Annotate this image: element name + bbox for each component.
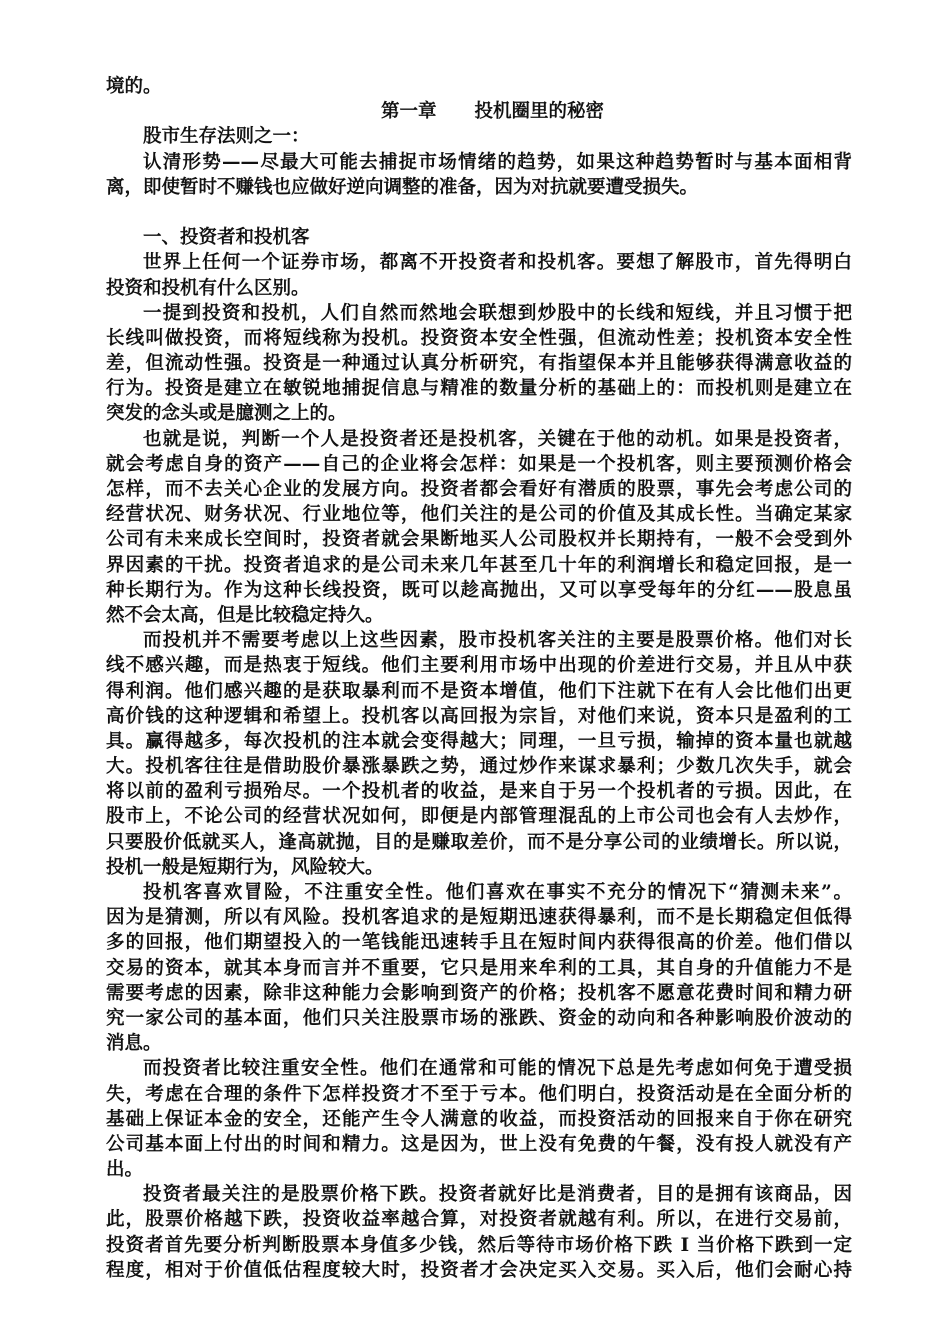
paragraph-line: 交易的资本，就其本身而言并不重要，它只是用来牟利的工具，其自身的升值能力不是 bbox=[106, 957, 852, 979]
paragraph-line: 公司基本面上付出的时间和精力。这是因为，世上没有免费的午餐，没有投人就没有产 bbox=[106, 1133, 852, 1155]
paragraph-line: 只要股价低就买人，逢高就抛，目的是赚取差价，而不是分享公司的业绩增长。所以说， bbox=[106, 831, 852, 853]
paragraph-line: 行为。投资是建立在敏锐地捕捉信息与精准的数量分析的基础上的：而投机则是建立在 bbox=[106, 378, 852, 400]
paragraph-line: 公司有未来成长空间时，投资者就会果断地买人公司股权并长期持有，一般不会受到外 bbox=[106, 529, 852, 551]
paragraph-line: 得利润。他们感兴趣的是获取暴利而不是资本增值，他们下注就下在有人会比他们出更 bbox=[106, 680, 852, 702]
intro-tail: 境的。 bbox=[106, 76, 162, 97]
blank-line bbox=[106, 200, 852, 225]
paragraph-line: 投机一般是短期行为，风险较大。 bbox=[106, 856, 384, 878]
paragraph-line: 种长期行为。作为这种长线投资，既可以趁高抛出，又可以享受每年的分红——股息虽 bbox=[106, 579, 852, 601]
paragraph-line: 就会考虑自身的资产——自己的企业将会怎样：如果是一个投机客，则主要预测价格会 bbox=[106, 453, 852, 475]
section-heading: 一、投资者和投机客 bbox=[143, 227, 310, 249]
chapter-title bbox=[106, 99, 852, 124]
chapter-name: 投机圈里的秘密 bbox=[474, 101, 605, 123]
paragraph-line: 多的回报，他们期望投入的一笔钱能迅速转手且在短时间内获得很高的价差。他们借以 bbox=[106, 932, 852, 954]
paragraph-line: 投资者首先要分析判断股票本身值多少钱，然后等待市场价格下跌 I 当价格下跌到一定 bbox=[106, 1234, 852, 1256]
paragraph-line: 此，股票价格越下跌，投资收益率越合算，对投资者就越有利。所以，在进行交易前， bbox=[106, 1209, 852, 1231]
paragraph-line: 长线叫做投资，而将短线称为投机。投资资本安全性强，但流动性差；投机资本安全性 bbox=[106, 327, 852, 349]
paragraph-line: 究一家公司的基本面，他们只关注股票市场的涨跌、资金的动向和各种影响股价波动的 bbox=[106, 1007, 852, 1029]
paragraph-line: 然不会太高，但是比较稳定持久。 bbox=[106, 604, 384, 626]
paragraph-line: 投机客喜欢冒险，不注重安全性。他们喜欢在事实不充分的情况下“猜测未来”。 bbox=[143, 882, 852, 903]
paragraph-line: 程度，相对于价值低估程度较大时，投资者才会决定买入交易。买入后，他们会耐心持 bbox=[106, 1259, 852, 1281]
paragraph-line: 而投资者比较注重安全性。他们在通常和可能的情况下总是先考虑如何免于遭受损 bbox=[143, 1058, 852, 1080]
paragraph-line: 投资者最关注的是股票价格下跌。投资者就好比是消费者，目的是拥有该商品，因 bbox=[143, 1184, 852, 1206]
paragraph-line: 出。 bbox=[106, 1159, 144, 1181]
paragraph-line: 而投机并不需要考虑以上这些因素，股市投机客关注的主要是股票价格。他们对长 bbox=[143, 630, 852, 652]
paragraph-line: 高价钱的这种逻辑和希望上。投机客以高回报为宗旨，对他们来说，资本只是盈利的工 bbox=[106, 705, 852, 727]
document-page bbox=[106, 74, 852, 1283]
paragraph-line: 突发的念头或是臆测之上的。 bbox=[106, 403, 347, 425]
paragraph-line: 投资和投机有什么区别。 bbox=[106, 277, 310, 299]
paragraph-line: 怎样，而不去关心企业的发展方向。投资者都会看好有潜质的股票，事先会考虑公司的 bbox=[106, 479, 852, 500]
paragraph-line: 世界上任何一个证券市场，都离不开投资者和投机客。要想了解股市，首先得明白 bbox=[143, 252, 852, 274]
paragraph-line: 界因素的干扰。投资者追求的是公司未来几年甚至几十年的利润增长和稳定回报，是一 bbox=[106, 554, 852, 576]
paragraph-line: 一提到投资和投机，人们自然而然地会联想到炒股中的长线和短线，并且习惯于把 bbox=[143, 302, 852, 324]
paragraph-line: 失，考虑在合理的条件下怎样投资才不至于亏本。他们明白，投资活动是在全面分析的 bbox=[106, 1083, 852, 1105]
paragraph-line: 差，但流动性强。投资是一种通过认真分析研究，有指望保本并且能够获得满意收益的 bbox=[106, 353, 852, 375]
paragraph-line: 股市上，不论公司的经营状况如何，即便是内部管理混乱的上市公司也会有人去炒作， bbox=[106, 806, 852, 828]
paragraph-line: 基础上保证本金的安全，还能产生令人满意的收益，而投资活动的回报来自于你在研究 bbox=[106, 1108, 852, 1130]
chapter-number: 第一章 bbox=[381, 101, 437, 123]
paragraph-line: 也就是说，判断一个人是投资者还是投机客，关键在于他的动机。如果是投资者， bbox=[143, 428, 852, 450]
paragraph-line: 将以前的盈利亏损殆尽。一个投机者的收益，是来自于另一个投机者的亏损。因此，在 bbox=[106, 781, 852, 803]
paragraph-line: 具。赢得越多，每次投机的注本就会变得越大；同理，一旦亏损，输掉的资本量也就越 bbox=[106, 730, 852, 752]
paragraph-line: 大。投机客往往是借助股价暴涨暴跌之势，通过炒作来谋求暴利；少数几次失手，就会 bbox=[106, 756, 852, 778]
paragraph-line: 经营状况、财务状况、行业地位等，他们关注的是公司的价值及其成长性。当确定某家 bbox=[106, 504, 852, 526]
paragraph-line: 因为是猜测，所以有风险。投机客追求的是短期迅速获得暴利，而不是长期稳定但低得 bbox=[106, 907, 852, 929]
rule-heading: 股市生存法则之一： bbox=[143, 126, 310, 148]
paragraph-line: 消息。 bbox=[106, 1033, 162, 1055]
paragraph-line: 线不感兴趣，而是热衷于短线。他们主要利用市场中出现的价差进行交易，并且从中获 bbox=[106, 655, 852, 677]
rule-text-line: 认清形势——尽最大可能去捕捉市场情绪的趋势，如果这种趋势暂时与基本面相背 bbox=[143, 151, 852, 173]
paragraph-line: 需要考虑的因素，除非这种能力会影响到资产的价格；投机客不愿意花费时间和精力研 bbox=[106, 982, 852, 1004]
rule-text-line: 离，即使暂时不赚钱也应做好逆向调整的准备，因为对抗就要遭受损失。 bbox=[106, 176, 699, 198]
